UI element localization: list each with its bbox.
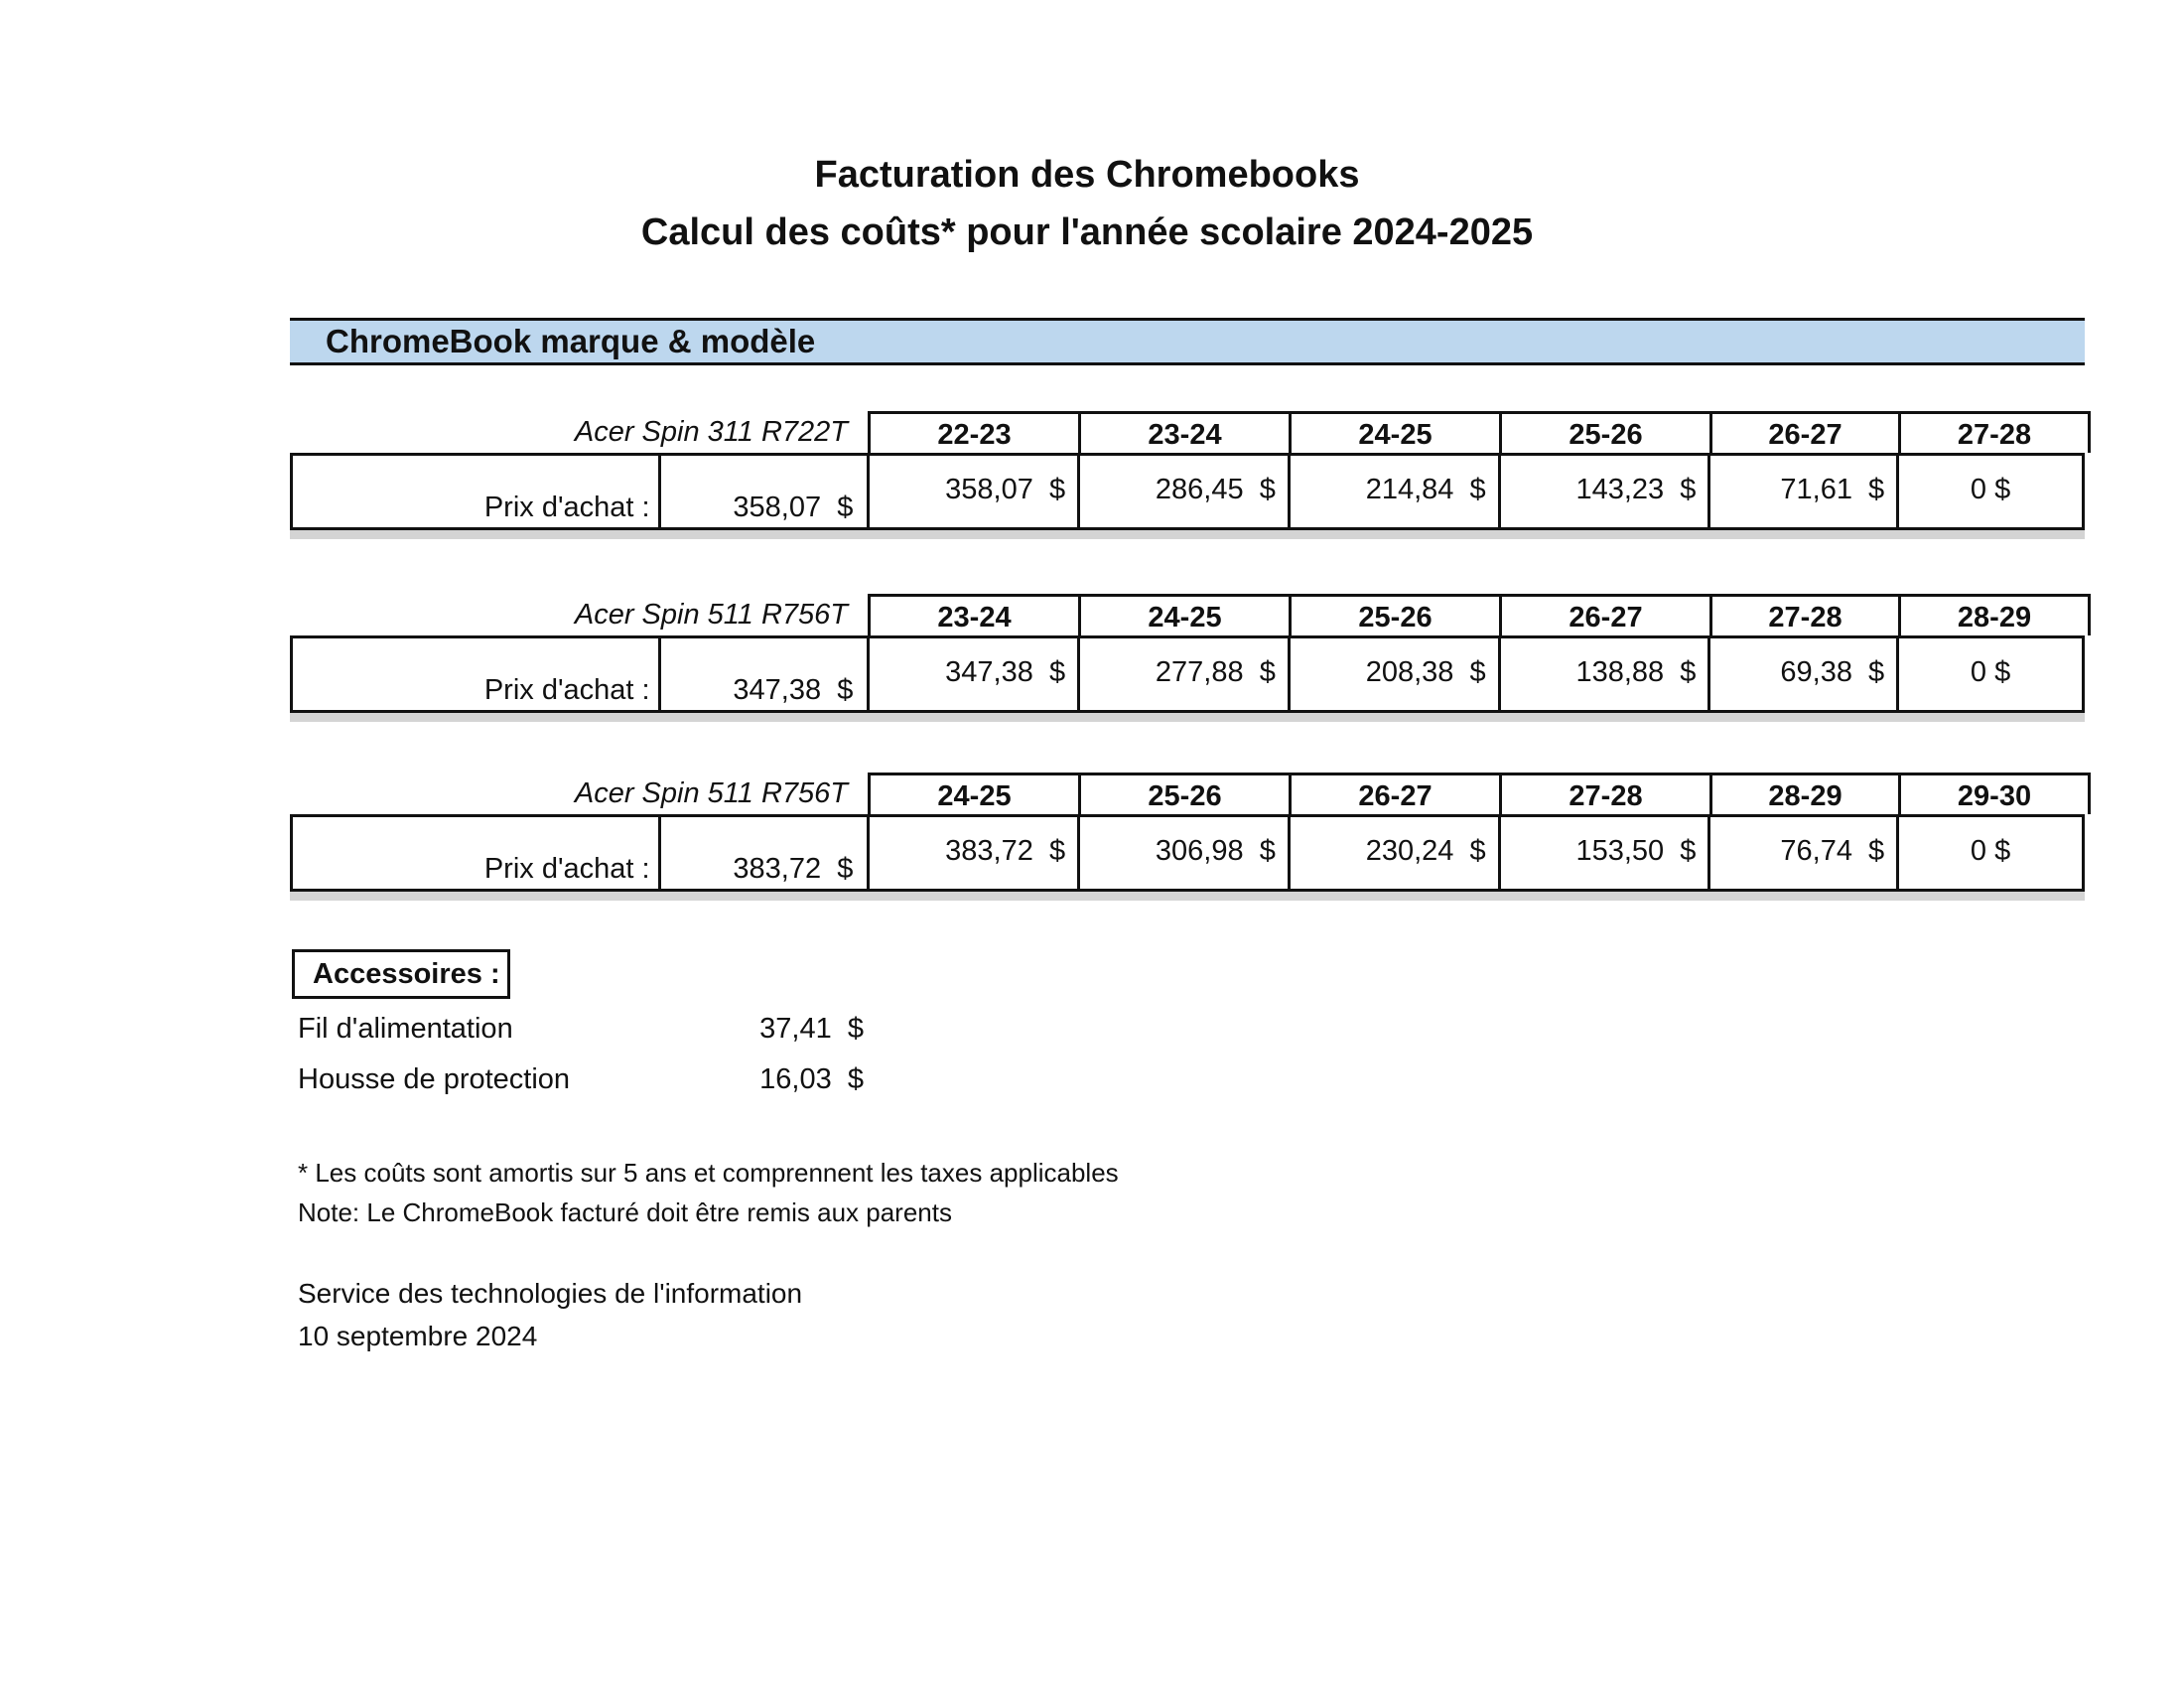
amortized-value: 71,61 $ [1710,456,1899,527]
year-cell: 26-27 [1292,775,1502,814]
model-table [290,411,2085,550]
purchase-price: 383,72 $ [661,817,871,889]
year-cell: 26-27 [1502,597,1712,635]
purchase-price: 347,38 $ [661,638,871,710]
section-header: ChromeBook marque & modèle [290,318,2085,365]
amortized-value: 138,88 $ [1501,638,1711,710]
year-cell: 22-23 [871,414,1081,453]
amortized-value: 383,72 $ [870,817,1080,889]
year-cell: 29-30 [1957,780,2032,812]
price-row [290,635,2085,713]
amortized-value: 358,07 $ [870,456,1080,527]
department-name: Service des technologies de l'information [298,1278,803,1309]
price-label: Prix d'achat : [293,638,661,710]
price-row [290,453,2085,530]
footnote: * Les coûts sont amortis sur 5 ans et comprennent les taxes applicables [298,1158,1119,1188]
year-cell: 23-24 [871,597,1081,635]
row-shadow [290,530,2085,539]
price-label: Prix d'achat : [293,456,661,527]
year-cell: 27-28 [1712,597,1901,635]
model-table [290,594,2085,733]
year-cell: 24-25 [871,775,1081,814]
amortized-value: 230,24 $ [1291,817,1501,889]
accessories-heading: Accessoires : [292,949,510,999]
year-cell: 24-25 [1292,414,1502,453]
model-name: Acer Spin 511 R756T [574,777,848,809]
accessory-price: 16,03 $ [759,1063,864,1095]
accessory-row [298,1059,864,1099]
accessory-label: Fil d'alimentation [298,1013,513,1045]
school-year-header [868,773,2091,814]
year-cell: 28-29 [1957,602,2032,633]
year-cell: 24-25 [1081,597,1292,635]
model-name: Acer Spin 511 R756T [574,599,848,631]
year-cell: 23-24 [1081,414,1292,453]
price-label: Prix d'achat : [293,817,661,889]
amortized-value: 0 $ [1970,656,2011,688]
amortized-value: 347,38 $ [870,638,1080,710]
amortized-value: 214,84 $ [1291,456,1501,527]
year-cell: 28-29 [1712,775,1901,814]
year-cell: 25-26 [1081,775,1292,814]
document-date: 10 septembre 2024 [298,1321,538,1351]
purchase-price: 358,07 $ [661,456,871,527]
amortized-value: 277,88 $ [1080,638,1291,710]
year-cell: 27-28 [1502,775,1712,814]
row-shadow [290,713,2085,722]
price-row [290,814,2085,892]
year-cell: 27-28 [1957,419,2032,451]
year-cell: 26-27 [1712,414,1901,453]
amortized-value: 143,23 $ [1501,456,1711,527]
amortized-value: 0 $ [1970,474,2011,505]
amortized-value: 153,50 $ [1501,817,1711,889]
model-name: Acer Spin 311 R722T [574,416,848,448]
year-cell: 25-26 [1292,597,1502,635]
accessory-row [298,1009,864,1049]
amortized-value: 69,38 $ [1710,638,1899,710]
model-table [290,773,2085,912]
row-shadow [290,892,2085,901]
amortized-value: 76,74 $ [1710,817,1899,889]
school-year-header [868,594,2091,635]
amortized-value: 306,98 $ [1080,817,1291,889]
accessory-price: 37,41 $ [759,1013,864,1045]
amortized-value: 208,38 $ [1291,638,1501,710]
amortized-value: 0 $ [1970,835,2011,867]
document-title: Facturation des Chromebooks [814,154,1360,196]
amortized-value: 286,45 $ [1080,456,1291,527]
school-year-header [868,411,2091,453]
note: Note: Le ChromeBook facturé doit être remis aux parents [298,1197,952,1227]
accessory-label: Housse de protection [298,1063,571,1095]
year-cell: 25-26 [1502,414,1712,453]
document-subtitle: Calcul des coûts* pour l'année scolaire 2024-2025 [640,211,1534,253]
